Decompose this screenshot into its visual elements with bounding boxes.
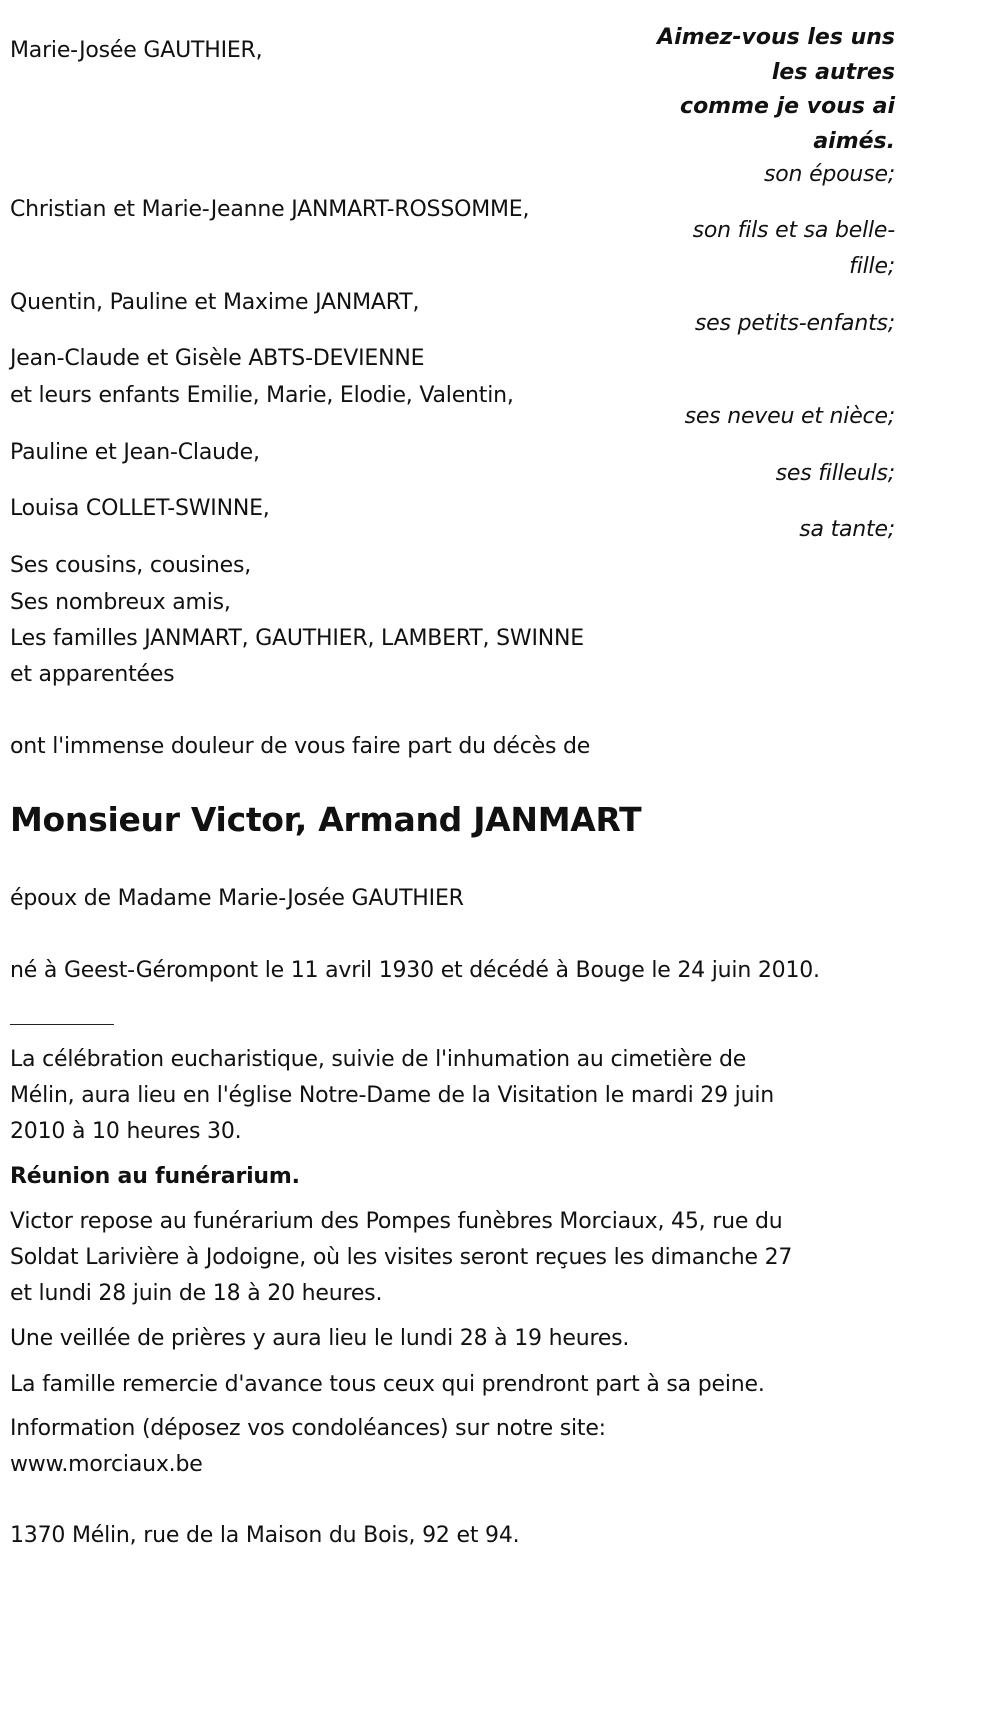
- website-link[interactable]: www.morciaux.be: [10, 1452, 203, 1477]
- family-relation: ses filleuls;: [775, 461, 895, 486]
- ceremony-line: Mélin, aura lieu en l'église Notre-Dame de la Visitation le mardi 29 juin: [10, 1083, 774, 1108]
- motto-line: aimés.: [813, 129, 895, 154]
- motto-line: les autres: [771, 60, 895, 85]
- family-name: Louisa COLLET-SWINNE,: [10, 496, 270, 521]
- family-relation: ses petits-enfants;: [694, 311, 895, 336]
- family-name: et leurs enfants Emilie, Marie, Elodie, Valentin,: [10, 383, 514, 408]
- vigil-text: Une veillée de prières y aura lieu le lundi 28 à 19 heures.: [10, 1326, 630, 1351]
- info-text: Information (déposez vos condoléances) sur notre site:: [10, 1416, 606, 1441]
- family-name: Jean-Claude et Gisèle ABTS-DEVIENNE: [10, 346, 425, 371]
- funeral-home-line: et lundi 28 juin de 18 à 20 heures.: [10, 1281, 383, 1306]
- thanks-text: La famille remercie d'avance tous ceux qui prendront part à sa peine.: [10, 1372, 765, 1397]
- family-relation: son fils et sa belle-: [692, 218, 895, 243]
- ceremony-line: La célébration eucharistique, suivie de l'inhumation au cimetière de: [10, 1047, 747, 1072]
- others-line: et apparentées: [10, 662, 175, 687]
- separator-rule: [10, 1024, 114, 1025]
- funeral-home-line: Soldat Larivière à Jodoigne, où les visites seront reçues les dimanche 27: [10, 1245, 793, 1270]
- funeral-home-line: Victor repose au funérarium des Pompes funèbres Morciaux, 45, rue du: [10, 1209, 783, 1234]
- family-name: Quentin, Pauline et Maxime JANMART,: [10, 290, 420, 315]
- family-name: Pauline et Jean-Claude,: [10, 440, 260, 465]
- family-relation: sa tante;: [799, 517, 895, 542]
- announcement-text: ont l'immense douleur de vous faire part du décès de: [10, 734, 591, 759]
- family-relation: fille;: [849, 254, 895, 279]
- ceremony-line: 2010 à 10 heures 30.: [10, 1119, 242, 1144]
- deceased-spouse: époux de Madame Marie-Josée GAUTHIER: [10, 886, 464, 911]
- others-line: Ses cousins, cousines,: [10, 553, 252, 578]
- family-relation: son épouse;: [764, 162, 895, 187]
- deceased-dates: né à Geest-Gérompont le 11 avril 1930 et décédé à Bouge le 24 juin 2010.: [10, 958, 820, 983]
- family-name: Marie-Josée GAUTHIER,: [10, 38, 263, 63]
- motto-line: comme je vous ai: [680, 94, 895, 119]
- family-relation: ses neveu et nièce;: [684, 404, 895, 429]
- reunion-heading: Réunion au funérarium.: [10, 1164, 300, 1189]
- deceased-name: Monsieur Victor, Armand JANMART: [10, 800, 642, 839]
- address-text: 1370 Mélin, rue de la Maison du Bois, 92 et 94.: [10, 1523, 520, 1548]
- family-name: Christian et Marie-Jeanne JANMART-ROSSOMME,: [10, 197, 530, 222]
- others-line: Ses nombreux amis,: [10, 590, 231, 615]
- motto-line: Aimez-vous les uns: [657, 25, 895, 50]
- others-line: Les familles JANMART, GAUTHIER, LAMBERT, SWINNE: [10, 626, 584, 651]
